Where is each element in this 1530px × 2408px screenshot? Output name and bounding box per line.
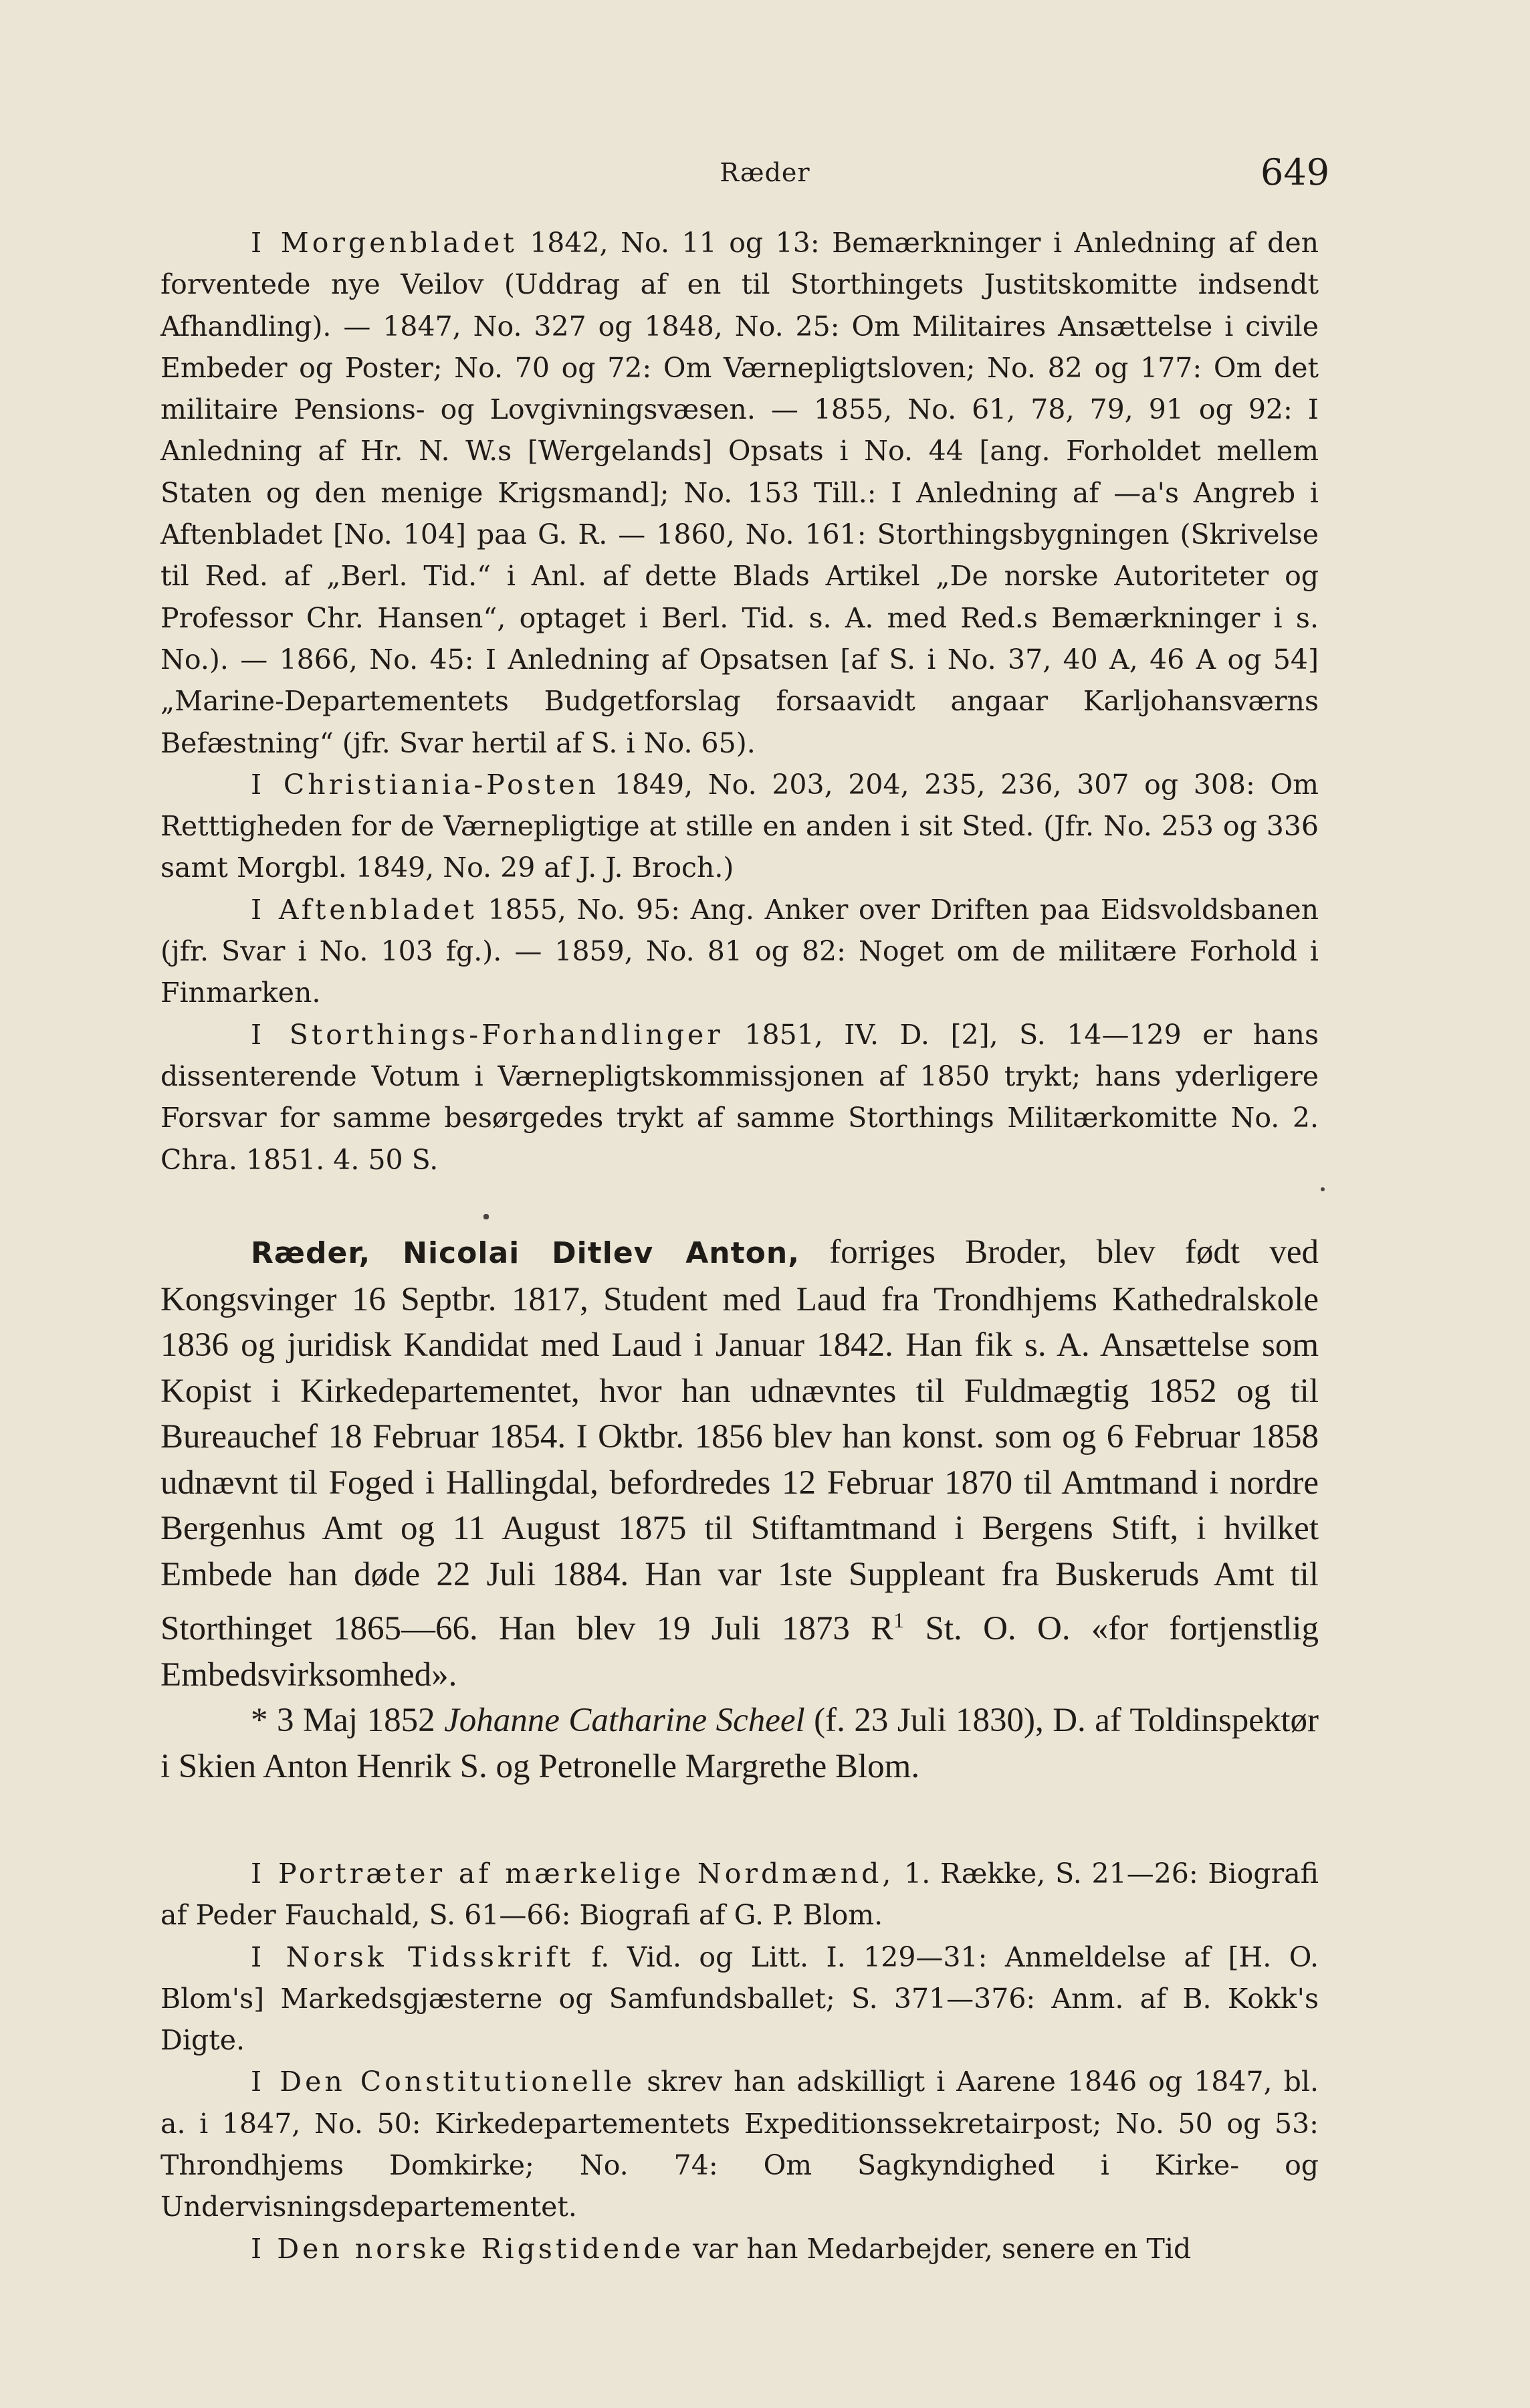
entry-lead: I Aftenbladet — [251, 893, 477, 926]
entry-lead: I Storthings-Forhandlinger — [251, 1018, 724, 1051]
page-number: 649 — [1261, 151, 1330, 193]
entry-lead: I Den norske Rigstidende — [251, 2232, 684, 2265]
entry-lead: I Den Constitutionelle — [251, 2066, 636, 2098]
marriage-date: * 3 Maj 1852 — [251, 1702, 445, 1739]
entry-text: var han Medarbejder, senere en Tid — [683, 2232, 1192, 2265]
bibliography-section-1 — [160, 222, 1319, 1181]
biography-entry — [160, 1229, 1319, 1789]
entry-lead: I Morgenbladet — [251, 227, 518, 259]
bibliography-entry — [160, 2228, 1319, 2270]
marriage-paragraph — [160, 1698, 1319, 1789]
biography-paragraph — [160, 1229, 1319, 1698]
entry-lead: I Norsk Tidsskrift — [251, 1940, 574, 1973]
entry-text: skrev han adskilligt i Aarene 1846 og 1847, bl. a. i 1847, No. 50: Kirkedepartementets Expeditionssekretairpost; No. 50 og 53: Throndhjems Domkirke; No. 74: Om Sagkyndighed i Kirke- og Undervisningsdepartementet. — [160, 2066, 1319, 2223]
bibliography-entry — [160, 1853, 1319, 1936]
bibliography-entry — [160, 1936, 1319, 2062]
entry-text: f. Vid. og Litt. I. 129—31: Anmeldelse af [H. O. Blom's] Markedsgjæsterne og Samfundsballet; S. 371—376: Anm. af B. Kokk's Digte. — [160, 1940, 1319, 2057]
entry-text: 1851, IV. D. [2], S. 14—129 er hans dissenterende Votum i Værnepligtskommissjonen af 1850 trykt; hans yderligere Forsvar for samme besørgedes trykt af samme Storthings Militærkomitte No. 2. Chra. 1851. 4. 50 S. — [160, 1018, 1319, 1176]
biography-text: forriges Broder, blev født ved Kongsvinger 16 Septbr. 1817, Student med Laud fra Trondhjems Kathedralskole 1836 og juridisk Kandidat med Laud i Januar 1842. Han fik s. A. Ansættelse som Kopist i Kirkedepartementet, hvor han udnævntes til Fuldmægtig 1852 og til Bureauchef 18 Februar 1854. I Oktbr. 1856 blev han konst. som og 6 Februar 1858 udnævnt til Foged i Hallingdal, befordredes 12 Februar 1870 til Amtmand i nordre Bergenhus Amt og 11 August 1875 til Stiftamtmand i Bergens Stift, i hvilket Embede han døde 22 Juli 1884. Han var 1ste Suppleant fra Buskeruds Amt til Storthinget 1865—66. Han blev 19 Juli 1873 R — [160, 1233, 1319, 1647]
marriage-details: (f. 23 Juli 1830), D. af Toldinspektør i Skien Anton Henrik S. og Petronelle Margrethe Blom. — [160, 1702, 1319, 1785]
entry-lead: I Christiania-Posten — [251, 768, 600, 801]
spouse-name: Johanne Catharine Scheel — [444, 1702, 805, 1739]
bibliography-entry — [160, 889, 1319, 1014]
running-header-title: Ræder — [720, 158, 810, 187]
bibliography-entry — [160, 1014, 1319, 1181]
entry-name: Ræder, Nicolai Ditlev Anton, — [251, 1236, 800, 1270]
entry-text: 1855, No. 95: Ang. Anker over Driften paa Eidsvoldsbanen (jfr. Svar i No. 103 fg.). — 1859, No. 81 og 82: Noget om de militære Forhold i Finmarken. — [160, 893, 1319, 1009]
entry-text: 1. Række, S. 21—26: Biografi af Peder Fauchald, S. 61—66: Biografi af G. P. Blom. — [160, 1858, 1319, 1932]
entry-text: 1842, No. 11 og 13: Bemærkninger i Anledning af den forventede nye Veilov (Uddrag af en til Storthingets Justitskomitte indsendt Afhandling). — 1847, No. 327 og 1848, No. 25: Om Militaires Ansættelse i civile Embeder og Poster; No. 70 og 72: Om Værnepligtsloven; No. 82 og 177: Om det militaire Pensions- og Lovgivningsvæsen. — 1855, No. 61, 78, 79, 91 og 92: I Anledning af Hr. N. W.s [Wergelands] Opsats i No. 44 [ang. Forholdet mellem Staten og den menige Krigsmand]; No. 153 Till.: I Anledning af —a's Angreb i Aftenbladet [No. 104] paa G. R. — 1860, No. 161: Storthingsbygningen (Skrivelse til Red. af „Berl. Tid.“ i Anl. af dette Blads Artikel „De norske Autoriteter og Professor Chr. Hansen“, optaget i Berl. Tid. s. A. med Red.s Bemærkninger i s. No.). — 1866, No. 45: I Anledning af Opsatsen [af S. i No. 37, 40 A, 46 A og 54] „Marine-Departementets Budgetforslag forsaavidt angaar Karljohansværns Befæstning“ (jfr. Svar hertil af S. i No. 65). — [160, 227, 1319, 759]
biography-text-end: St. O. O. «for fortjenstlig Embedsvirksomhed». — [160, 1610, 1319, 1694]
bibliography-entry — [160, 222, 1319, 764]
bibliography-entry — [160, 764, 1319, 889]
entry-lead: I Portræter af mærkelige Nordmænd, — [251, 1858, 895, 1890]
bibliography-section-2 — [160, 1853, 1319, 2270]
bibliography-entry — [160, 2061, 1319, 2227]
order-superscript: 1 — [893, 1608, 905, 1632]
entry-text: 1849, No. 203, 204, 235, 236, 307 og 308: Om Retttigheden for de Værnepligtige at stille en anden i sit Sted. (Jfr. No. 253 og 336 samt Morgbl. 1849, No. 29 af J. J. Broch.) — [160, 768, 1319, 884]
stray-mark — [1321, 1187, 1325, 1191]
stray-mark — [483, 1214, 489, 1219]
